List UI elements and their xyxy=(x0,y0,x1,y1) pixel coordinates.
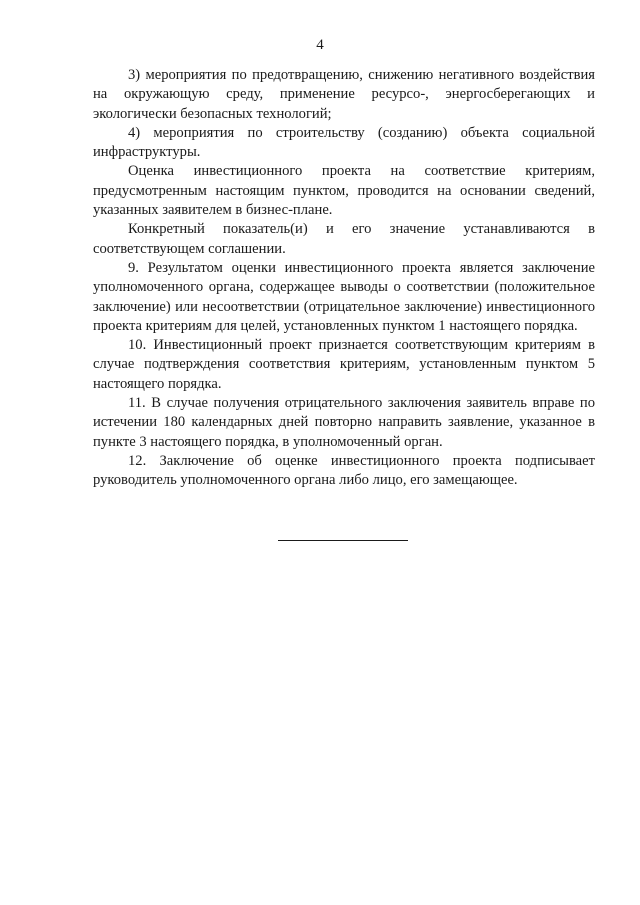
paragraph-point-12: 12. Заключение об оценке инвестиционного проекта подписывает руководитель уполномоченного органа либо лицо, его замещающее. xyxy=(93,452,595,489)
paragraph-assessment-basis: Оценка инвестиционного проекта на соответствие критериям, предусмотренным настоящим пунктом, проводится на основании сведений, указанных заявителем в бизнес-плане. xyxy=(93,163,595,219)
document-body xyxy=(93,66,595,491)
end-of-document-rule xyxy=(278,540,408,541)
paragraph-point-10: 10. Инвестиционный проект признается соответствующим критериям в случае подтверждения соответствия критериям, установленным пунктом 5 настоящего порядка. xyxy=(93,337,595,392)
paragraph-item-3-measures: 3) мероприятия по предотвращению, снижению негативного воздействия на окружающую среду, применение ресурсо-, энергосберегающих и экологически безопасных технологий; xyxy=(93,67,595,122)
paragraph-item-4-measures: 4) мероприятия по строительству (созданию) объекта социальной инфраструктуры. xyxy=(93,124,595,161)
paragraph-indicator-agreement: Конкретный показатель(и) и его значение устанавливаются в соответствующем соглашении. xyxy=(93,221,595,257)
paragraph-point-9: 9. Результатом оценки инвестиционного проекта является заключение уполномоченного органа, содержащее выводы о соответствии (положительное заключение) или несоответствии (отрицательное заключение) инвестиционного проекта критериям для целей, установленных пунктом 1 настоящего порядка. xyxy=(93,259,595,334)
paragraph-point-11: 11. В случае получения отрицательного заключения заявитель вправе по истечении 180 календарных дней повторно направить заявление, указанное в пункте 3 настоящего порядка, в уполномоченный орган. xyxy=(93,395,595,450)
page-number: 4 xyxy=(316,37,324,53)
